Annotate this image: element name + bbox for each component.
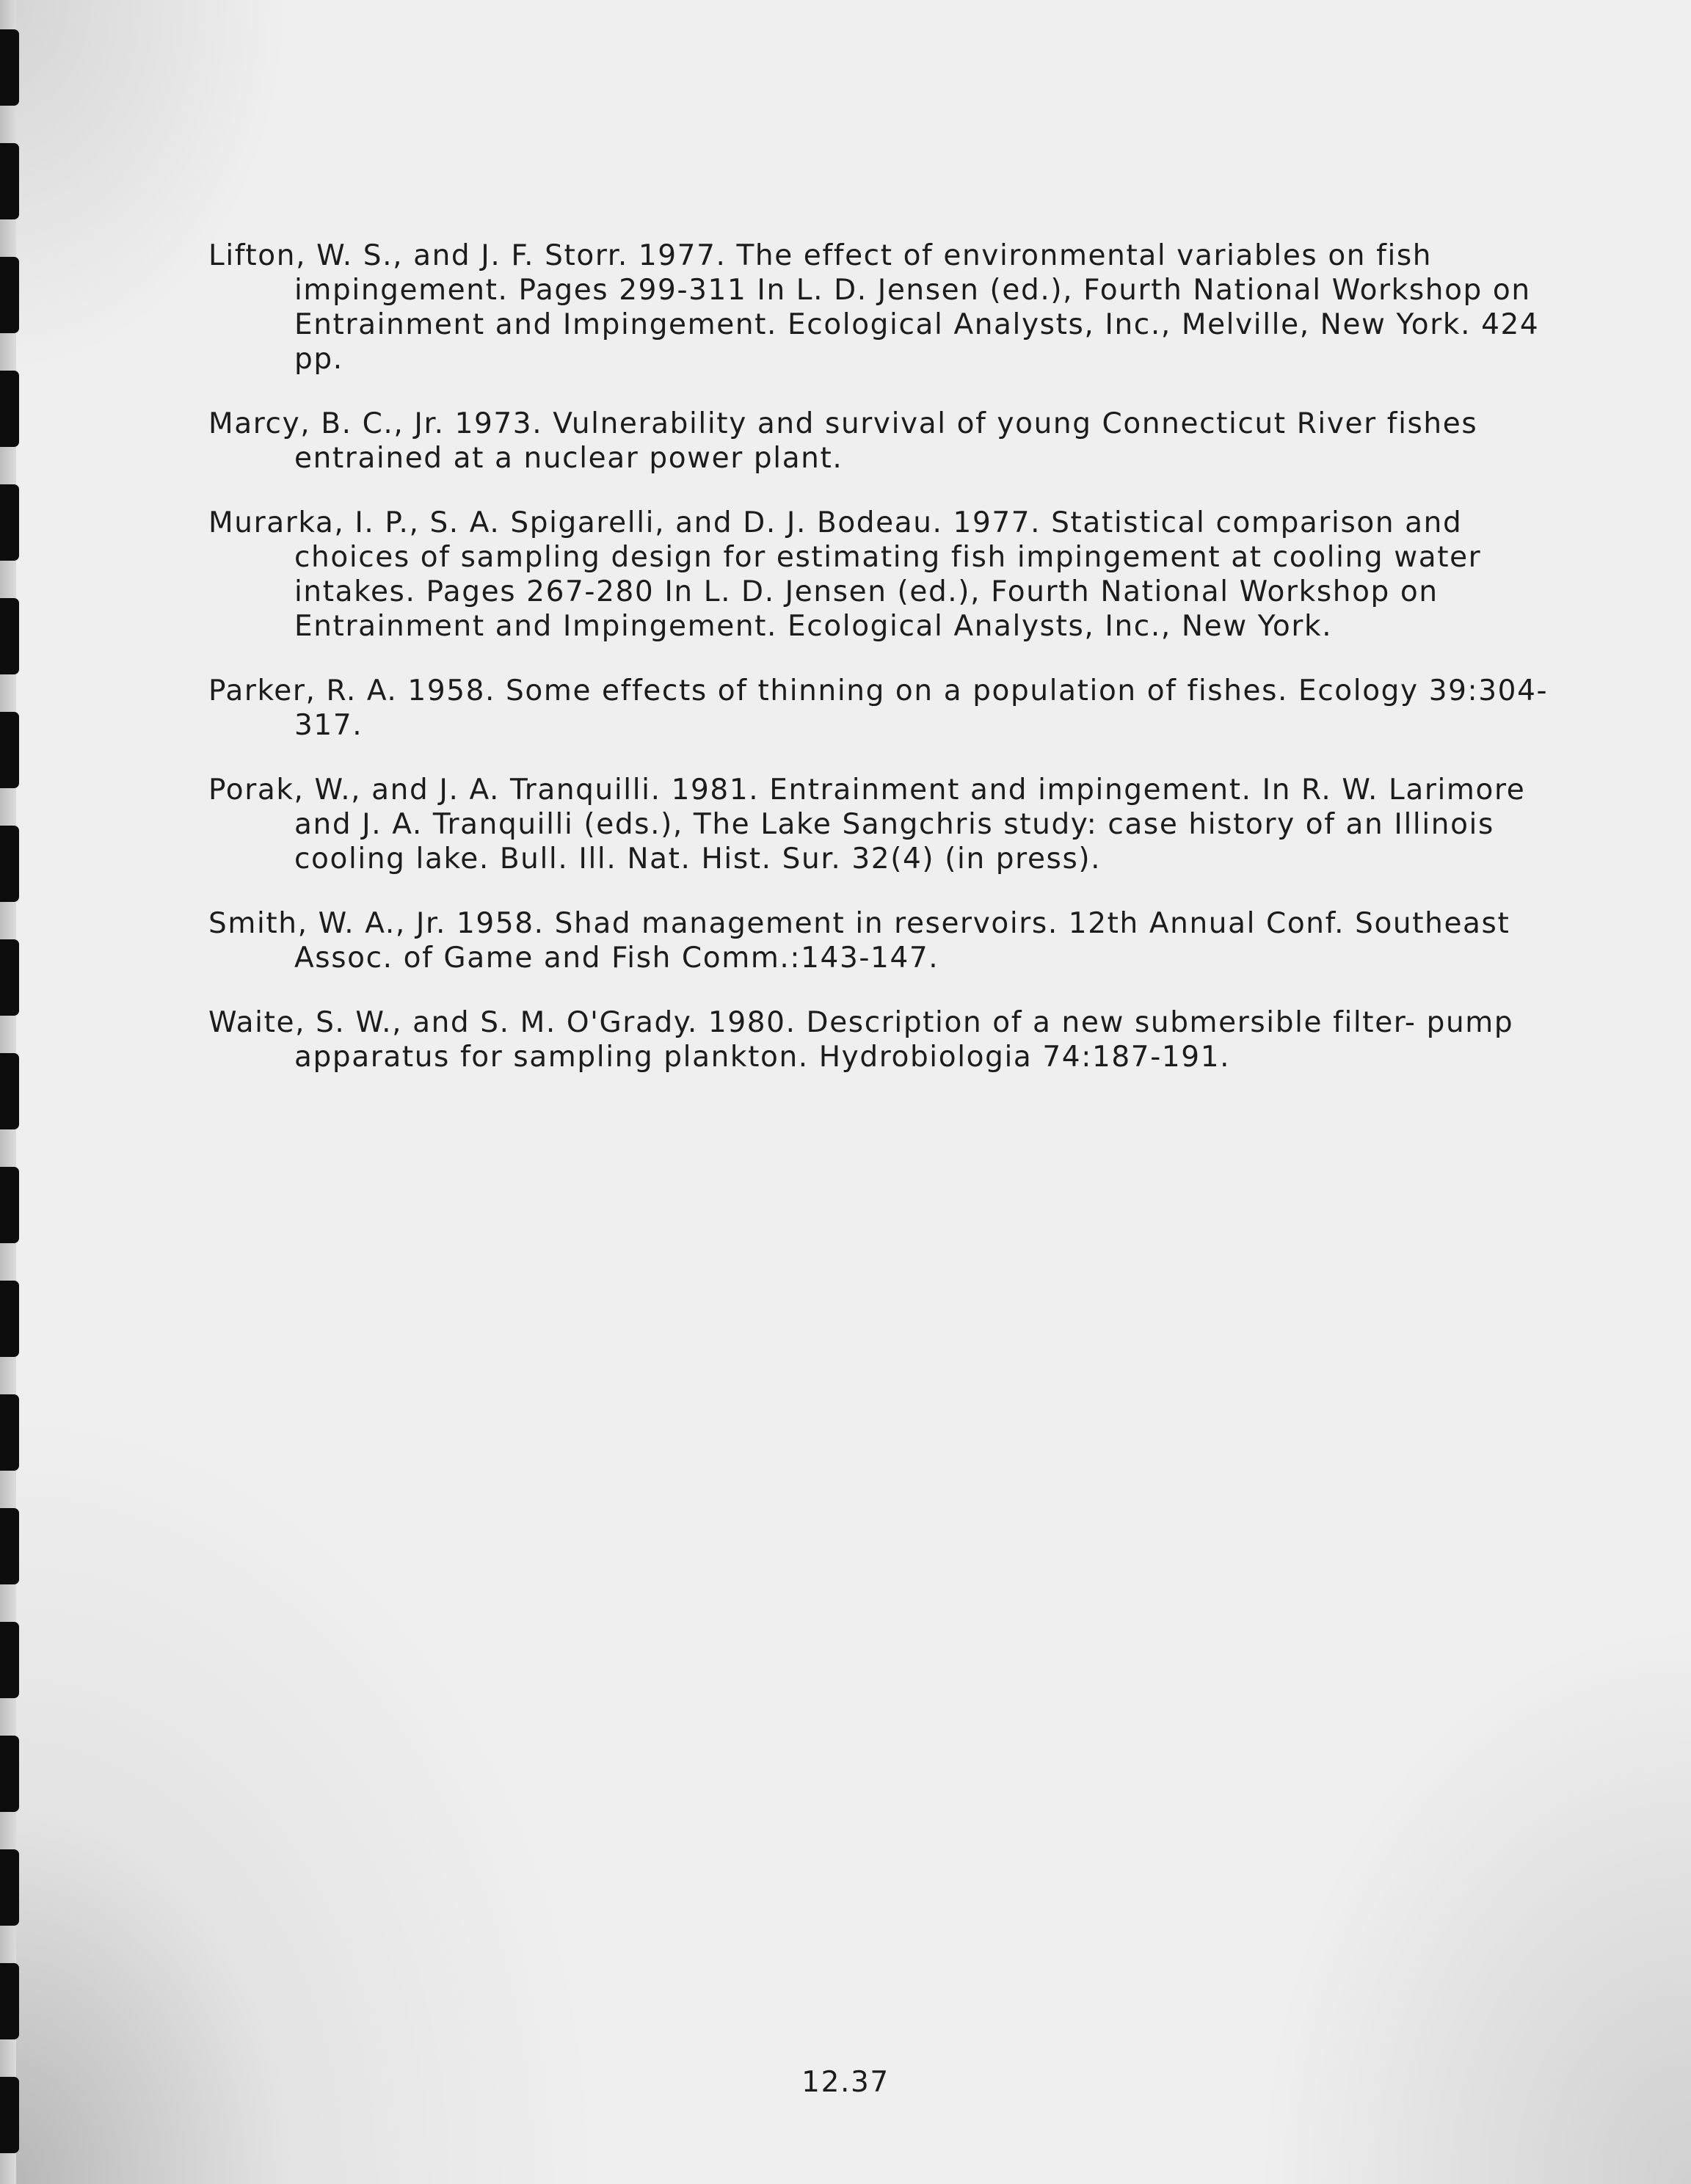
binding-hole	[0, 143, 19, 219]
reference-entry: Marcy, B. C., Jr. 1973. Vulnerability and survival of young Connecticut River fishes entrained at a nuclear power plant.	[208, 407, 1478, 475]
binding-hole	[0, 1849, 19, 1926]
binding-hole	[0, 1167, 19, 1243]
binding-hole	[0, 1281, 19, 1357]
binding-hole	[0, 1394, 19, 1471]
reference-entry: Smith, W. A., Jr. 1958. Shad management in reservoirs. 12th Annual Conf. Southeast Assoc. of Game and Fish Comm.:143-147.	[208, 907, 1510, 975]
binding-hole	[0, 257, 19, 333]
binding-hole	[0, 1508, 19, 1584]
binding-hole	[0, 29, 19, 106]
binding-hole	[0, 598, 19, 674]
binding-hole	[0, 1736, 19, 1812]
page-number: 12.37	[801, 2066, 890, 2099]
reference-entry: Waite, S. W., and S. M. O'Grady. 1980. Description of a new submersible filter- pump apparatus for sampling plankton. Hydrobiologia 74:187-191.	[208, 1006, 1514, 1074]
binding-hole	[0, 826, 19, 902]
binding-hole	[0, 712, 19, 788]
binding-hole	[0, 1053, 19, 1129]
binding-hole	[0, 939, 19, 1016]
binding-hole	[0, 1622, 19, 1698]
reference-list	[208, 239, 1588, 1104]
reference-entry: Parker, R. A. 1958. Some effects of thinning on a population of fishes. Ecology 39:304-317.	[208, 674, 1549, 742]
binding-hole	[0, 1963, 19, 2039]
reference-entry: Porak, W., and J. A. Tranquilli. 1981. Entrainment and impingement. In R. W. Larimore and J. A. Tranquilli (eds.), The Lake Sangchris study: case history of an Illinois cooling lake. Bull. Ill. Nat. Hist. Sur. 32(4) (in press).	[208, 774, 1526, 876]
reference-entry: Lifton, W. S., and J. F. Storr. 1977. The effect of environmental variables on fish impingement. Pages 299-311 In L. D. Jensen (ed.), Fourth National Workshop on Entrainment and Impingement. Ecological Analysts, Inc., Melville, New York. 424 pp.	[208, 239, 1540, 376]
binding-hole	[0, 484, 19, 561]
reference-entry: Murarka, I. P., S. A. Spigarelli, and D. J. Bodeau. 1977. Statistical comparison and choices of sampling design for estimating fish impingement at cooling water intakes. Pages 267-280 In L. D. Jensen (ed.), Fourth National Workshop on Entrainment and Impingement. Ecological Analysts, Inc., New York.	[208, 506, 1482, 643]
binding-hole	[0, 371, 19, 447]
